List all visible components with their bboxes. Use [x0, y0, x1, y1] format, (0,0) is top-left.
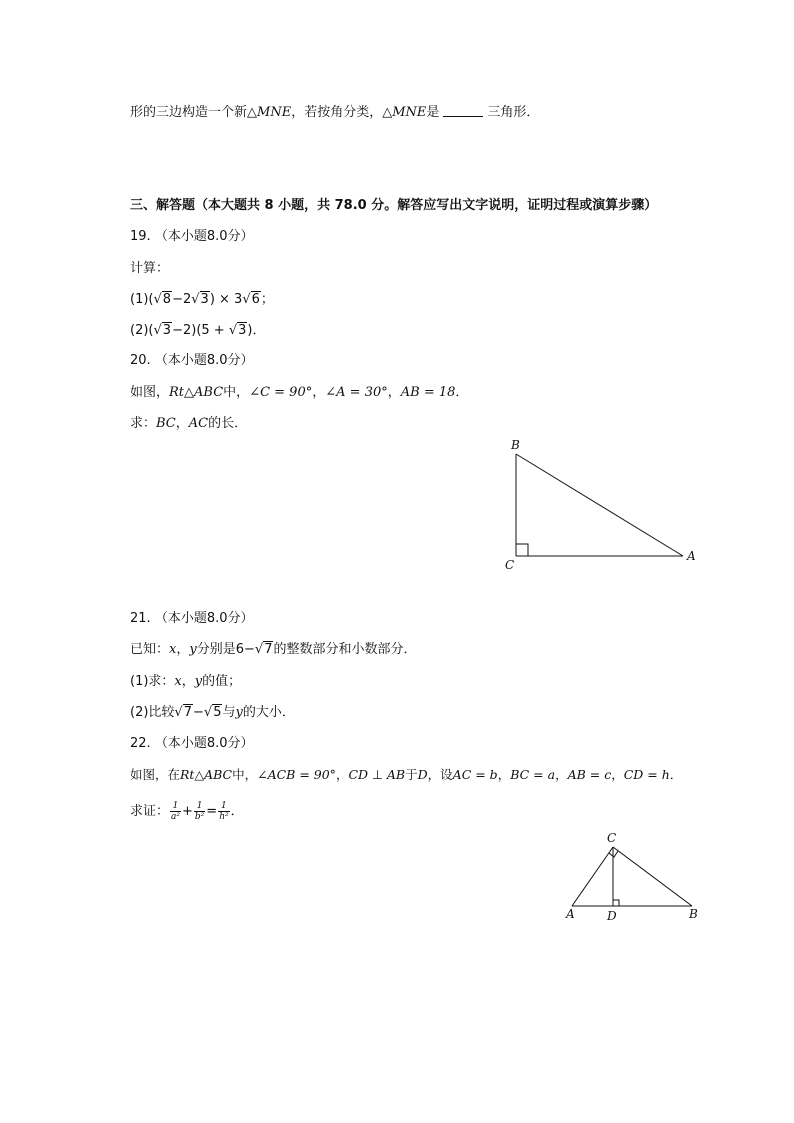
- text: 于: [405, 767, 418, 782]
- text: ，: [611, 767, 624, 782]
- math-text: −2)(5 +: [172, 323, 229, 338]
- text: ，: [497, 767, 511, 782]
- fraction: $\frac{1}{\text{a²}}$: [171, 801, 180, 822]
- section-heading: 三、解答题（本大题共 8 小题，共 78.0 分。解答应写出文字说明，证明过程或演算步骤）: [130, 198, 658, 213]
- math-bc: BC: [156, 416, 176, 431]
- text: 如图，: [130, 385, 170, 400]
- text: 中，: [232, 767, 258, 782]
- question-prompt: 计算：: [130, 261, 170, 276]
- question-points: （本小题8.0分）: [154, 611, 254, 626]
- side-ac: [572, 847, 613, 906]
- text: ，: [335, 767, 349, 782]
- sqrt-expr: √5: [203, 705, 222, 720]
- side-ab: [516, 454, 683, 556]
- right-angle-mark-d: [613, 900, 619, 906]
- text: 中，: [223, 385, 250, 400]
- question-header-22: [130, 735, 254, 753]
- math-rt: Rt: [180, 767, 195, 782]
- text: ，: [181, 674, 195, 689]
- text: ，: [387, 385, 401, 400]
- question-header-21: [130, 610, 254, 628]
- label-b: B: [689, 907, 698, 921]
- text: ．: [230, 804, 244, 819]
- sqrt-expr: √6: [242, 292, 260, 307]
- math-abc: ABC: [194, 385, 224, 400]
- text: ，: [175, 416, 189, 431]
- text: ，: [176, 642, 190, 657]
- question-points: （本小题8.0分）: [154, 353, 254, 368]
- sqrt-expr: √7: [174, 705, 192, 720]
- text: 求：: [130, 416, 157, 431]
- math-rt: Rt: [169, 385, 185, 400]
- math-mne: MNE: [392, 105, 427, 120]
- perp-symbol: ⊥: [368, 767, 387, 782]
- math-angle-c: ∠C = 90°: [249, 385, 313, 400]
- text: ，设: [427, 767, 453, 782]
- question-number: 22.: [130, 736, 151, 751]
- math-text: +: [182, 804, 193, 819]
- q22-statement: [130, 766, 682, 784]
- math-text: ；: [260, 292, 274, 307]
- question-points: （本小题8.0分）: [154, 229, 254, 244]
- part-label: (1)(: [130, 292, 154, 307]
- math-text: )．: [247, 323, 266, 338]
- text: 如图，在: [130, 767, 181, 782]
- text: 与: [222, 705, 236, 720]
- text: 三角形．: [487, 105, 540, 120]
- math-ab: AB = 18: [400, 385, 456, 400]
- q21-part2: [130, 704, 295, 722]
- fraction: $\frac{1}{\text{b²}}$: [194, 801, 205, 822]
- text: (1)求：: [130, 674, 175, 689]
- question-number: 19.: [130, 229, 151, 244]
- text: (2)比较: [130, 705, 175, 720]
- text: 的长．: [208, 416, 248, 431]
- text: ，: [555, 767, 568, 782]
- math-cd-h: CD = h: [623, 767, 670, 782]
- text: ，若按角分类，: [291, 105, 383, 120]
- sqrt-expr: √3: [228, 323, 247, 338]
- math-y: y: [189, 642, 197, 657]
- question-number: 20.: [130, 353, 151, 368]
- text: ，: [312, 385, 326, 400]
- text: 的整数部分和小数部分．: [273, 642, 417, 657]
- text: 形的三边构造一个新: [130, 105, 248, 120]
- math-text: −: [193, 705, 204, 720]
- math-text: −2: [172, 292, 192, 307]
- math-bc: BC = a: [510, 767, 556, 782]
- label-d: D: [607, 909, 617, 923]
- question-number: 21.: [130, 611, 151, 626]
- sqrt-expr: √7: [254, 642, 273, 657]
- triangle-symbol: △: [382, 105, 393, 120]
- math-x: x: [174, 674, 182, 689]
- text: 求证：: [130, 804, 170, 819]
- math-mne: MNE: [257, 105, 292, 120]
- math-angle-acb: ∠ACB = 90°: [257, 767, 336, 782]
- math-cd: CD: [348, 767, 369, 782]
- q21-part1: [130, 673, 241, 691]
- sqrt-expr: √8: [153, 292, 172, 307]
- math-angle-a: ∠A = 30°: [325, 385, 388, 400]
- math-x: x: [169, 642, 177, 657]
- text: 是: [426, 105, 440, 120]
- label-b: B: [511, 438, 520, 452]
- math-text: =: [206, 804, 218, 819]
- label-c: C: [607, 831, 617, 845]
- text: ．: [455, 385, 469, 400]
- triangle-abc: [516, 454, 683, 556]
- math-ac: AC = b: [452, 767, 498, 782]
- triangle-symbol: △: [184, 385, 195, 400]
- math-y: y: [194, 674, 203, 689]
- q22-prove: [130, 800, 244, 824]
- math-y: y: [235, 705, 243, 720]
- triangle-symbol: △: [194, 767, 205, 782]
- math-text: ) × 3: [209, 292, 243, 307]
- side-cb: [613, 847, 692, 906]
- right-angle-mark: [516, 544, 528, 556]
- label-a: A: [687, 549, 696, 563]
- sqrt-expr: √3: [191, 292, 209, 307]
- math-abc: ABC: [204, 767, 233, 782]
- math-ab-c: AB = c: [567, 767, 612, 782]
- q21-statement: [130, 641, 417, 659]
- text: 已知：: [130, 642, 170, 657]
- question-points: （本小题8.0分）: [154, 736, 254, 751]
- triangle-abc-q22: [572, 847, 692, 906]
- math-ab: AB: [386, 767, 406, 782]
- fraction: $\frac{1}{\text{h²}}$: [219, 801, 229, 822]
- label-a: A: [566, 907, 575, 921]
- sqrt-expr: √3: [153, 323, 172, 338]
- triangle-symbol: △: [247, 105, 258, 120]
- text: ．: [669, 767, 683, 782]
- label-c: C: [505, 558, 515, 572]
- text: 分别是6−: [196, 642, 255, 657]
- math-d: D: [417, 767, 428, 782]
- math-ac: AC: [188, 416, 209, 431]
- text: 的大小．: [242, 705, 295, 720]
- part-label: (2)(: [130, 323, 154, 338]
- text: 的值；: [202, 674, 242, 689]
